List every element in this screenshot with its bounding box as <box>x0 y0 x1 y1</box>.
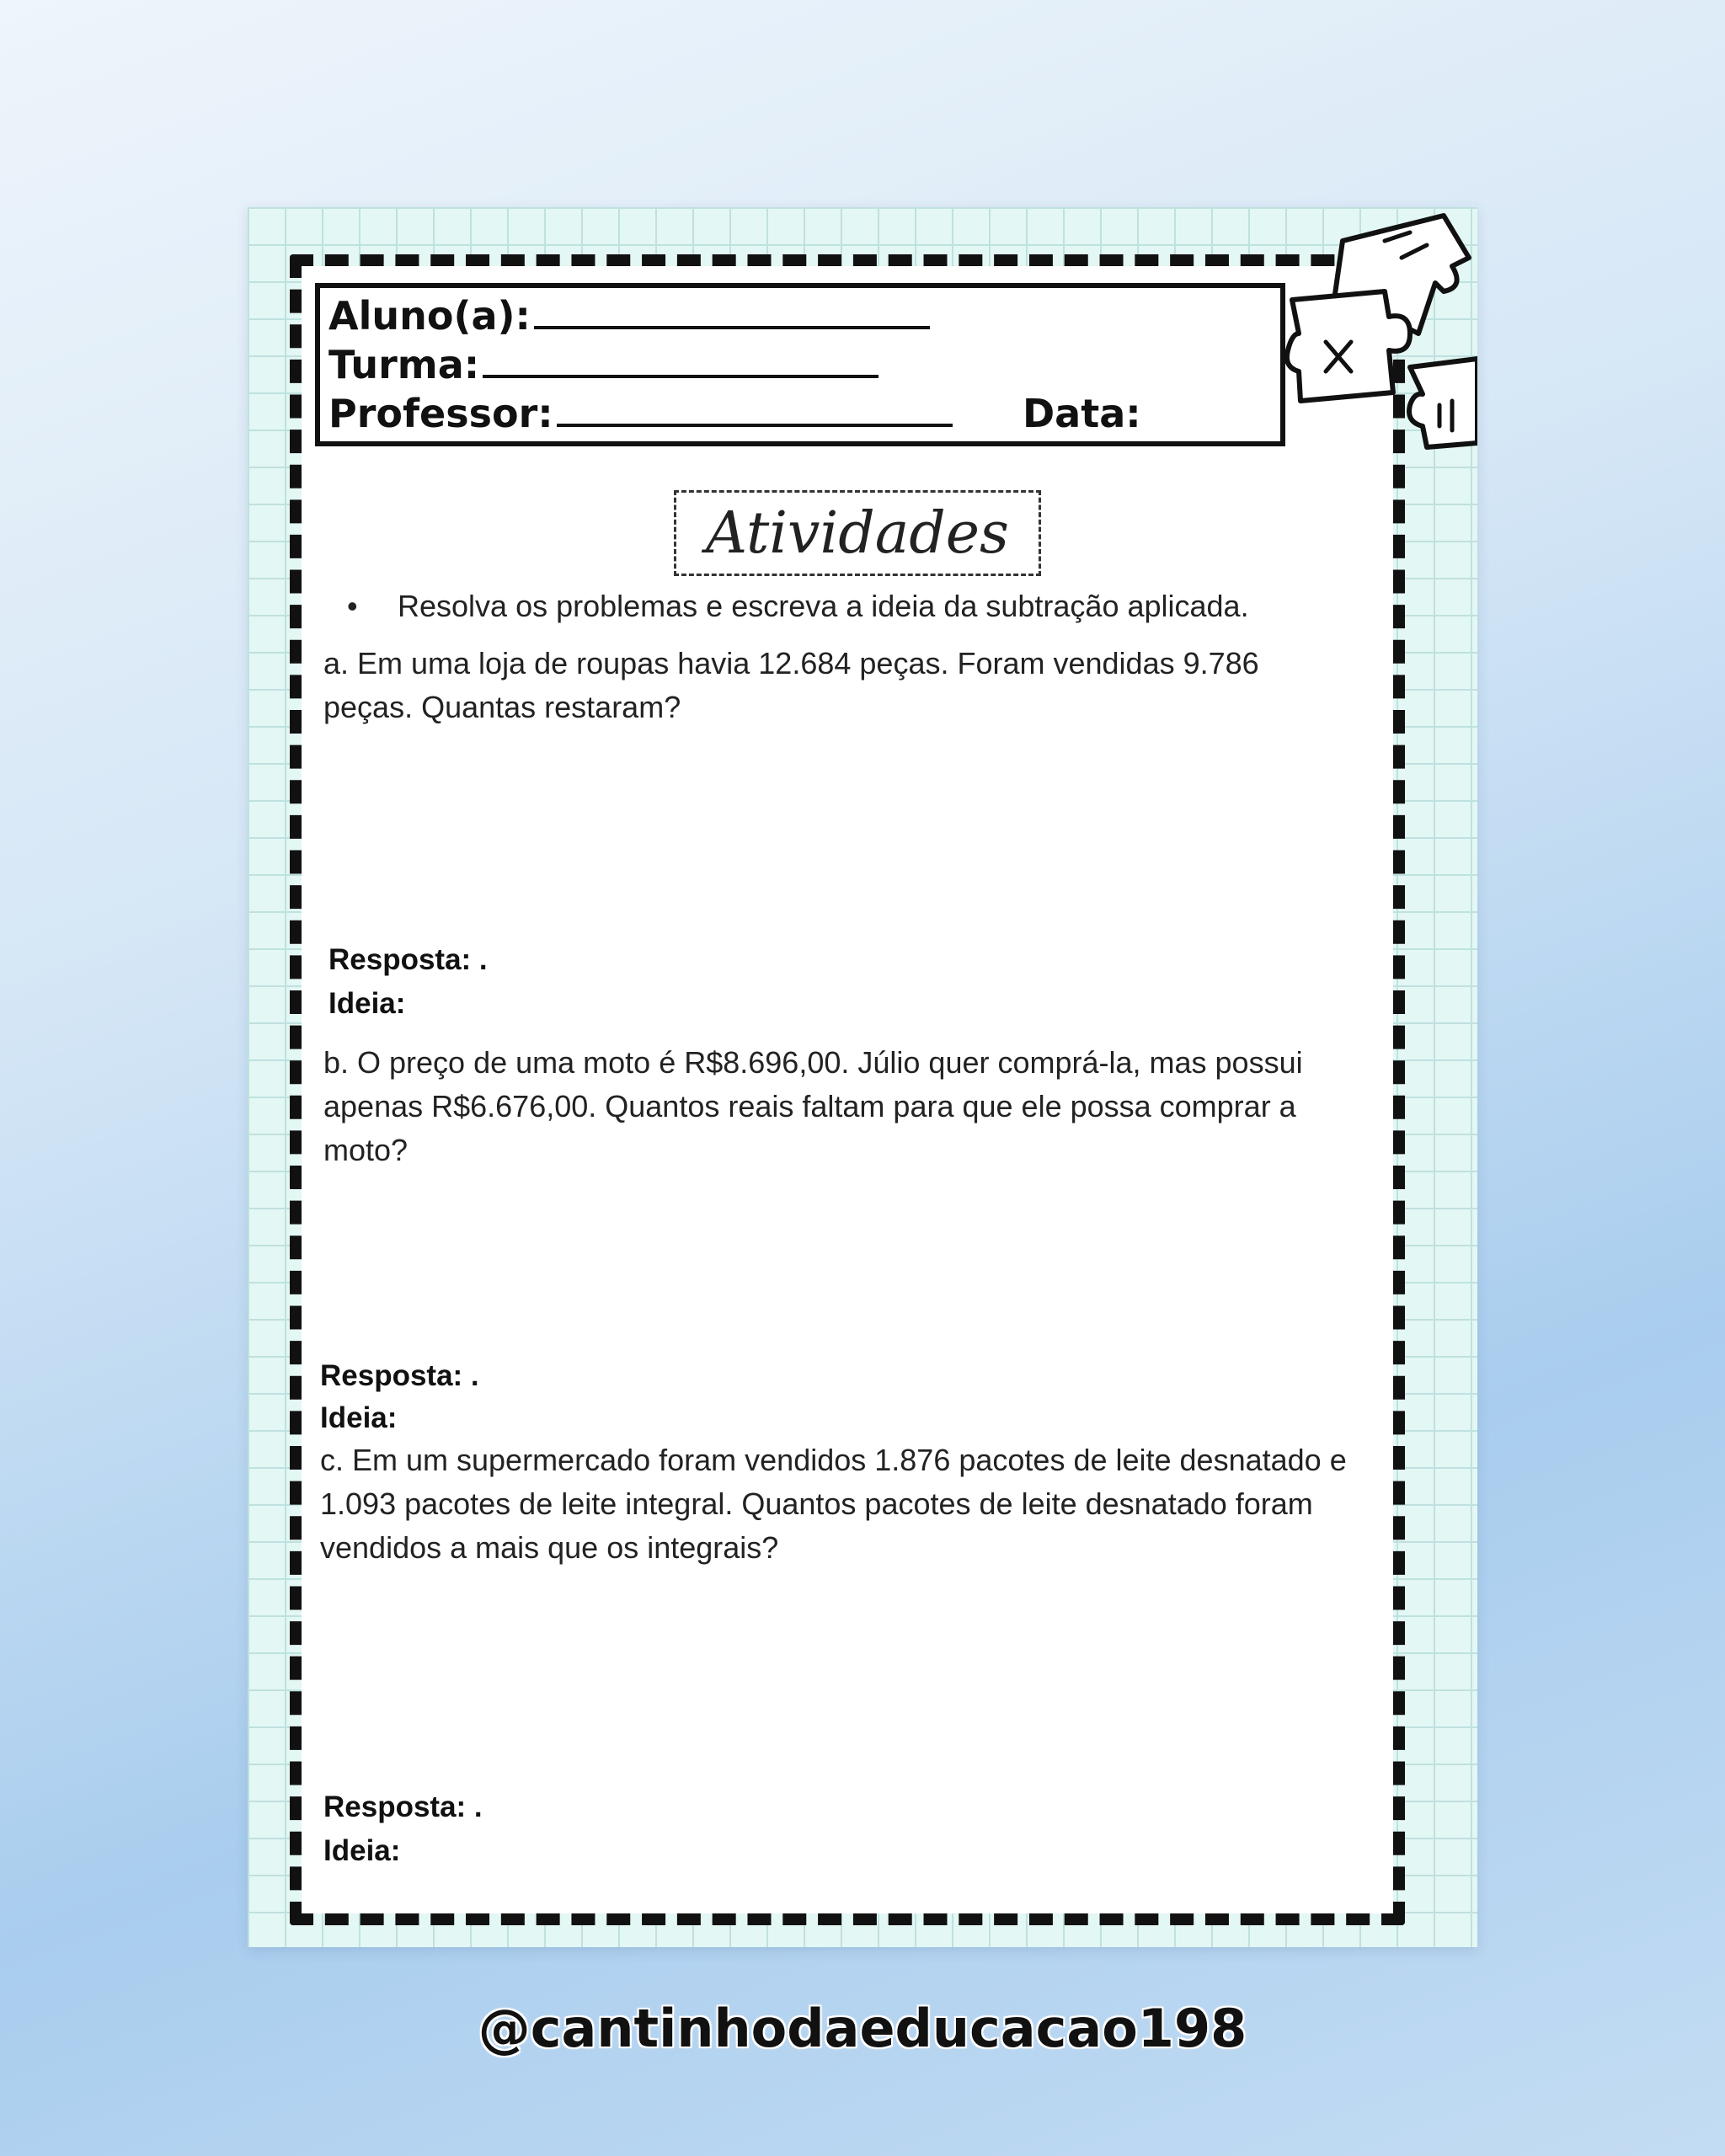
problem-c-answer-label: Resposta: . <box>323 1790 483 1823</box>
teacher-label: Professor: <box>328 391 553 436</box>
problem-a-text: a. Em uma loja de roupas havia 12.684 peças. Foram vendidas 9.786 peças. Quantas restaram? <box>323 646 1259 724</box>
problem-b-text: b. O preço de uma moto é R$8.696,00. Júlio quer comprá-la, mas possui apenas R$6.676,00. Quantos reais faltam para que ele possa comprar a moto? <box>323 1045 1303 1167</box>
instruction-text: Resolva os problemas e escreva a ideia da subtração aplicada. <box>398 589 1249 623</box>
teacher-blank <box>557 415 953 427</box>
puzzle-pieces-icon <box>1284 207 1477 451</box>
problem-c-idea-label: Ideia: <box>323 1834 401 1867</box>
class-label: Turma: <box>328 342 480 387</box>
problem-a-idea-label: Ideia: <box>328 987 406 1020</box>
social-handle: @cantinhodaeducacao198 <box>478 1998 1247 2059</box>
worksheet-page <box>248 207 1477 1947</box>
problem-a-answer-label: Resposta: . <box>328 943 488 976</box>
activities-title-box <box>674 490 1041 576</box>
class-blank <box>483 366 879 378</box>
student-name-line <box>328 293 930 339</box>
problem-b-answer-label: Resposta: . <box>320 1359 479 1392</box>
class-line <box>328 342 879 387</box>
problem-b-idea-label: Ideia: <box>320 1401 398 1434</box>
student-info-box <box>315 283 1285 446</box>
problem-c-text: c. Em um supermercado foram vendidos 1.876 pacotes de leite desnatado e 1.093 pacotes de leite integral. Quantos pacotes de leite desnatado foram vendidos a mais que os integrais? <box>320 1443 1347 1565</box>
teacher-line <box>328 391 953 436</box>
date-label: Data: <box>1023 391 1141 436</box>
student-name-blank <box>534 318 930 329</box>
bullet-icon: • <box>347 589 358 623</box>
activities-title: Atividades <box>706 499 1009 567</box>
student-label: Aluno(a): <box>328 293 531 339</box>
